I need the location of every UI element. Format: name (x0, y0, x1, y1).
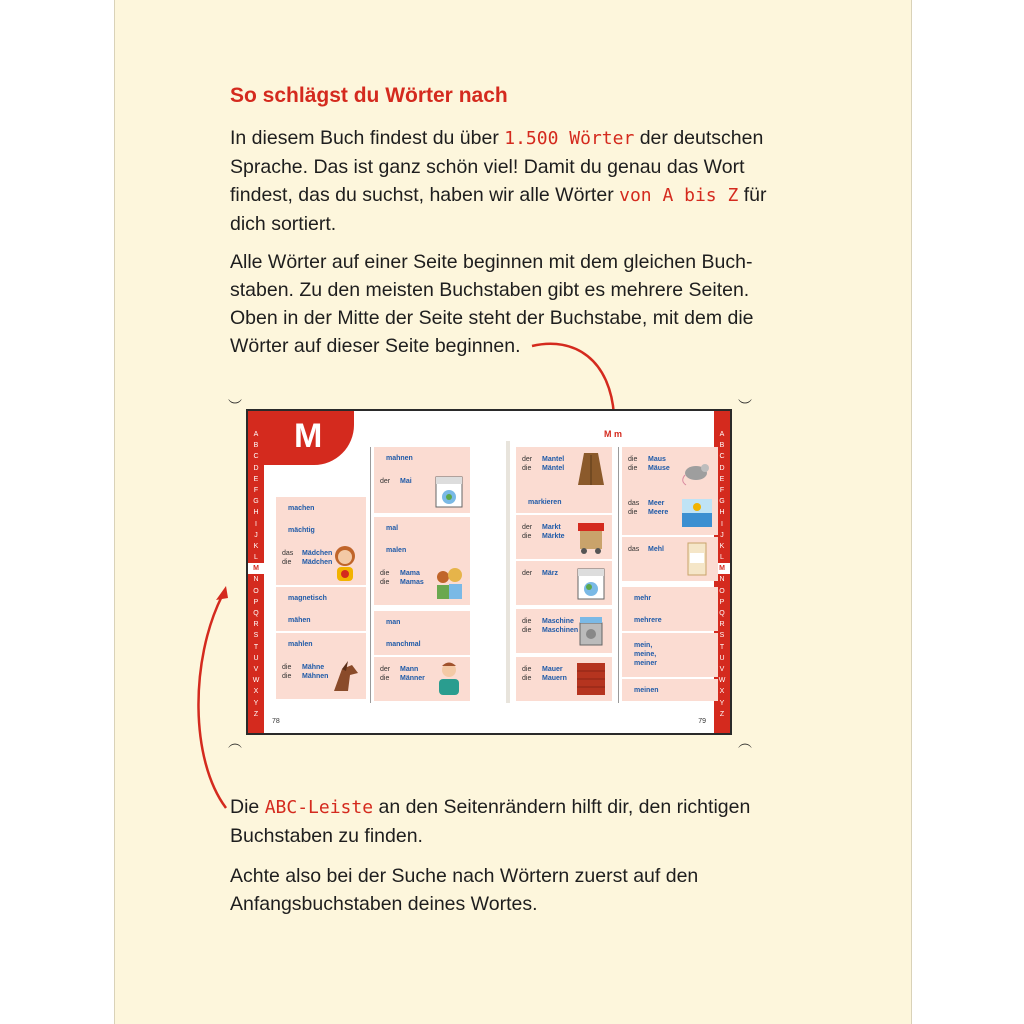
entry-text (288, 504, 314, 513)
motion-mark-icon: ︵ (228, 734, 242, 750)
dictionary-entry (622, 491, 718, 535)
dictionary-illustration (246, 409, 732, 735)
entry-word: mein, meine, meiner (634, 642, 657, 667)
abc-letter: S (719, 632, 725, 640)
abc-letter: G (719, 498, 725, 506)
entry-article: die die (522, 618, 532, 634)
abc-letter: B (719, 442, 725, 450)
entry-text (628, 499, 668, 517)
abc-letter: Z (719, 710, 725, 718)
abc-letter: L (254, 554, 258, 562)
abc-letter: I (255, 520, 257, 528)
entry-text (522, 569, 558, 578)
abc-letter: J (720, 531, 724, 539)
abc-letter: F (253, 486, 259, 494)
entry-word: März (542, 570, 558, 577)
entry-text (288, 526, 315, 535)
entry-text (634, 686, 659, 695)
stall-picture-icon (574, 517, 608, 557)
abc-letter: W (252, 677, 260, 685)
entry-word: mal (386, 525, 399, 532)
dictionary-entry (276, 497, 366, 519)
dictionary-entry (276, 541, 366, 585)
dictionary-entry (276, 633, 366, 655)
abc-letter: R (719, 621, 725, 629)
motion-mark-icon: ︶ (738, 398, 752, 414)
dictionary-entry (516, 561, 612, 605)
text: an den Seitenrändern hilft dir, den richtigen Buchstaben zu finden. (230, 796, 751, 847)
entry-text (386, 546, 406, 555)
abc-letter: K (719, 542, 725, 550)
entry-text (386, 640, 421, 649)
abc-letter: J (254, 531, 258, 539)
abc-letter: G (253, 498, 259, 506)
abc-letter: Y (253, 699, 259, 707)
entry-text (288, 640, 313, 649)
abc-letter: D (253, 464, 259, 472)
entry-text (522, 665, 567, 683)
abc-letter: H (719, 509, 725, 517)
horse-picture-icon (328, 657, 362, 697)
entry-text (522, 455, 564, 473)
paragraph-tip: Achte also bei der Suche nach Wörtern zuerst auf den Anfangsbuchstaben deines Wortes. (230, 865, 699, 915)
abc-letter: Q (719, 610, 725, 617)
entry-word: man (386, 619, 401, 626)
entry-word: Maschine Maschinen (542, 618, 579, 634)
abc-letter: K (253, 542, 259, 550)
highlight-abc-leiste: ABC-Leiste (264, 797, 374, 818)
abc-letter: W (718, 677, 726, 685)
dictionary-entry (516, 447, 612, 491)
entry-text (628, 455, 670, 473)
dictionary-entry (516, 609, 612, 653)
dictionary-entry (276, 587, 366, 609)
dictionary-entry (374, 469, 470, 513)
entry-article: die die (522, 666, 532, 682)
cal2-picture-icon (574, 563, 608, 603)
entry-text (634, 641, 657, 668)
paragraph-abc (230, 793, 790, 850)
entry-article: die die (380, 570, 390, 586)
entry-text (634, 594, 651, 603)
dictionary-entry (622, 447, 718, 491)
abc-letter: L (720, 554, 724, 562)
entry-word: mehrere (634, 617, 662, 624)
abc-letter: S (253, 632, 259, 640)
entry-word: Mauer Mauern (542, 666, 567, 682)
highlight-word-count: 1.500 Wörter (504, 128, 635, 149)
abc-letter: T (253, 643, 259, 651)
abc-letter: R (253, 621, 259, 629)
motion-mark-icon: ︶ (228, 398, 242, 414)
paragraph-letters: Alle Wörter auf einer Seite beginnen mit dem gleichen Buch-staben. Zu den meisten Buchstaben gibt es mehrere Seiten. Oben in der Mitte der Seite steht der Buchstabe, mit dem die Wörter auf dieser Seite beginnen. (230, 251, 754, 357)
entry-article: der (380, 478, 391, 485)
abc-letter: E (719, 475, 725, 483)
entry-text (288, 594, 327, 603)
abc-letter: E (253, 475, 259, 483)
man-picture-icon (432, 659, 466, 699)
abc-letter: U (719, 654, 725, 662)
dictionary-entry (374, 561, 470, 605)
entry-word: meinen (634, 687, 659, 694)
dictionary-entry (622, 633, 718, 677)
dictionary-entry (374, 611, 470, 633)
entry-word: magnetisch (288, 595, 327, 602)
abc-letter: M (248, 563, 264, 574)
dictionary-entry (374, 539, 470, 561)
entry-word: Mann Männer (400, 666, 425, 682)
entry-word: mähen (288, 617, 311, 624)
wall-picture-icon (574, 659, 608, 699)
text: für dich sortiert. (230, 184, 767, 235)
abc-letter: C (253, 453, 259, 461)
book-gutter (506, 441, 510, 703)
abc-letter: F (719, 486, 725, 494)
entry-article: der (522, 570, 533, 577)
abc-letter: N (253, 576, 259, 584)
entry-word: Meer Meere (648, 500, 669, 516)
abc-letter: Q (253, 610, 259, 617)
entry-text (282, 663, 328, 681)
entry-text (282, 549, 332, 567)
entry-text (288, 616, 311, 625)
page-number-right: 79 (698, 718, 706, 725)
dictionary-entry (374, 517, 470, 539)
entry-word: mahnen (386, 455, 413, 462)
entry-text (522, 617, 578, 635)
abc-letter: M (714, 563, 730, 574)
entry-text (380, 569, 424, 587)
entry-article: das die (628, 500, 640, 516)
entry-word: Mai (400, 478, 412, 485)
abc-letter: Y (719, 699, 725, 707)
abc-letter: A (253, 431, 259, 438)
entry-article: das (628, 546, 640, 553)
machine-picture-icon (574, 611, 608, 651)
entry-article: die die (628, 456, 638, 472)
motion-mark-icon: ︵ (738, 734, 752, 750)
entry-article: die die (282, 664, 292, 680)
cal1-picture-icon (432, 471, 466, 511)
entry-word: mächtig (288, 527, 315, 534)
dictionary-entry (622, 609, 718, 631)
sea-picture-icon (680, 493, 714, 533)
entry-word: manchmal (386, 641, 421, 648)
abc-letter: O (253, 587, 259, 595)
abc-letter: D (719, 464, 725, 472)
entry-article: der die (522, 524, 533, 540)
dictionary-entry (622, 679, 718, 701)
entry-word: malen (386, 547, 407, 554)
dictionary-entry (622, 537, 718, 581)
page-header-letter: M m (604, 429, 622, 439)
entry-word: Mähne Mähnen (302, 664, 329, 680)
abc-letter: P (253, 598, 259, 606)
entry-word: Markt Märkte (542, 524, 565, 540)
abc-letter: X (719, 688, 725, 696)
dictionary-entry (374, 447, 470, 469)
big-letter: M (294, 417, 323, 455)
family-picture-icon (432, 563, 466, 603)
entry-word: mehr (634, 595, 652, 602)
entry-word: Mädchen Mädchen (302, 550, 333, 566)
abc-letter: N (719, 576, 725, 584)
abc-letter: O (719, 587, 725, 595)
coat-picture-icon (574, 449, 608, 489)
entry-word: Mantel Mäntel (542, 456, 565, 472)
dictionary-entry (516, 657, 612, 701)
abc-letter: C (719, 453, 725, 461)
abc-letter: Z (253, 710, 259, 718)
entry-word: markieren (528, 499, 562, 506)
entry-word: machen (288, 505, 315, 512)
abc-letter: V (253, 665, 259, 673)
entry-text (380, 665, 425, 683)
entry-article: der die (380, 666, 391, 682)
text: In diesem Buch findest du über (230, 127, 505, 149)
dictionary-entry (276, 609, 366, 631)
dictionary-entry (374, 657, 470, 701)
abc-bar-left (248, 411, 264, 733)
flour-picture-icon (680, 539, 714, 579)
entry-word: Maus Mäuse (648, 456, 670, 472)
dictionary-entry (516, 491, 612, 513)
entry-article: der die (522, 456, 533, 472)
entry-text (386, 618, 400, 627)
abc-letter: A (719, 431, 725, 438)
highlight-a-to-z: von A bis Z (619, 185, 739, 206)
abc-letter: H (253, 509, 259, 517)
dictionary-entry (516, 515, 612, 559)
girl-picture-icon (328, 543, 362, 583)
column-divider (370, 447, 371, 703)
dictionary-entry (276, 655, 366, 699)
entry-text (380, 477, 412, 486)
abc-letter: U (253, 654, 259, 662)
entry-text (628, 545, 664, 554)
letter-tab (264, 411, 354, 465)
dictionary-entry (374, 633, 470, 655)
paragraph-intro (230, 124, 790, 238)
dictionary-entry (276, 519, 366, 541)
entry-text (634, 616, 662, 625)
abc-letter: X (253, 688, 259, 696)
mouse-picture-icon (680, 449, 714, 489)
entry-text (528, 498, 561, 507)
abc-letter: B (253, 442, 259, 450)
entry-word: Mama Mamas (400, 570, 424, 586)
abc-letter: P (719, 598, 725, 606)
entry-word: Mehl (648, 546, 664, 553)
text: Die (230, 796, 265, 818)
text: der deutschen Sprache. Das ist ganz schön viel! Damit du genau das Wort findest, das du suchst, haben wir alle Wörter (230, 127, 764, 206)
abc-letter: V (719, 665, 725, 673)
abc-letter: T (719, 643, 725, 651)
entry-word: mahlen (288, 641, 313, 648)
entry-text (386, 524, 398, 533)
page-number-left: 78 (272, 718, 280, 725)
abc-letter: I (721, 520, 723, 528)
entry-article: das die (282, 550, 294, 566)
dictionary-entry (622, 587, 718, 609)
column-divider (618, 447, 619, 703)
entry-text (386, 454, 413, 463)
entry-text (522, 523, 565, 541)
page-title: So schlägst du Wörter nach (230, 84, 508, 107)
